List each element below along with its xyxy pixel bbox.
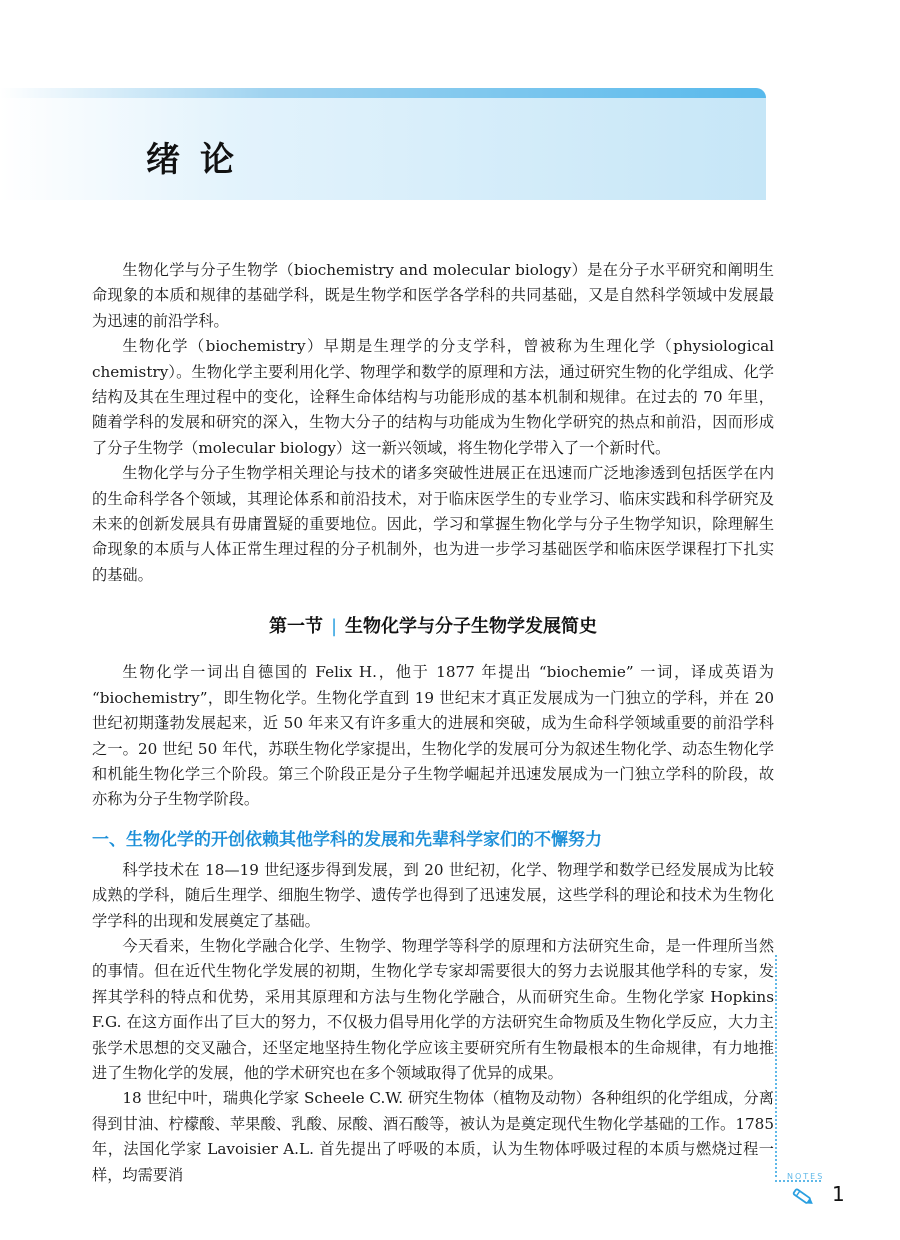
notes-label: NOTES — [787, 1172, 825, 1181]
section-number: 第一节 — [268, 616, 323, 638]
section-paragraph-1: 生物化学一词出自德国的 Felix H.，他于 1877 年提出 “biochemie” 一词，译成英语为 “biochemistry”，即生物化学。生物化学直到 19 世纪末才真正发展成为一门独立的学科，并在 20 世纪初期蓬勃发展起来，近 50 年来又有许多重大的进展和突破，成为生命科学领域重要的前沿学科之一。20 世纪 50 年代，苏联生物化学家提出，生物化学的发展可分为叙述生物化学、动态生物化学和机能生物化学三个阶段。第三个阶段正是分子生物学崛起并迅速发展成为一门独立学科的阶段，故亦称为分子生物学阶段。 — [92, 663, 774, 809]
notes-margin-line — [775, 955, 777, 1177]
chapter-banner — [0, 88, 766, 200]
subsection-heading: 一、生物化学的开创依赖其他学科的发展和先辈科学家们的不懈努力 — [92, 829, 602, 850]
section-separator: | — [330, 616, 338, 638]
intro-paragraph-2: 生物化学（biochemistry）早期是生理学的分支学科，曾被称为生理化学（physiological chemistry）。生物化学主要利用化学、物理学和数学的原理和方法，通过研究生物的化学组成、化学结构及其在生理过程中的变化，诠释生命体结构与功能形成的基本机制和规律。在过去的 70 年里，随着学科的发展和研究的深入，生物大分子的结构与功能成为生物化学研究的热点和前沿，因而形成了分子生物学（molecular biology）这一新兴领域，将生物化学带入了一个新时代。 — [92, 337, 774, 457]
chapter-title: 绪论 — [146, 140, 254, 180]
page-content — [92, 258, 774, 1188]
page-number: 1 — [832, 1182, 845, 1206]
pen-icon — [790, 1187, 816, 1207]
subsection-paragraph-2: 今天看来，生物化学融合化学、生物学、物理学等科学的原理和方法研究生命，是一件理所当然的事情。但在近代生物化学发展的初期，生物化学专家却需要很大的努力去说服其他学科的专家，发挥其学科的特点和优势，采用其原理和方法与生物化学融合，从而研究生命。生物化学家 Hopkins F.G. 在这方面作出了巨大的努力，不仅极力倡导用化学的方法研究生命物质及生物化学反应，大力主张学术思想的交叉融合，还坚定地坚持生物化学应该主要研究所有生物最根本的生命规律，有力地推进了生物化学的发展，他的学术研究也在多个领域取得了优异的成果。 — [92, 936, 774, 1082]
intro-paragraph-1: 生物化学与分子生物学（biochemistry and molecular biology）是在分子水平研究和阐明生命现象的本质和规律的基础学科，既是生物学和医学各学科的共同基础，又是自然科学领域中发展最为迅速的前沿学科。 — [92, 261, 774, 330]
section-heading — [92, 612, 774, 638]
section-title: 生物化学与分子生物学发展简史 — [345, 616, 598, 638]
subsection-paragraph-1: 科学技术在 18—19 世纪逐步得到发展，到 20 世纪初，化学、物理学和数学已经发展成为比较成熟的学科，随后生理学、细胞生物学、遗传学也得到了迅速发展，这些学科的理论和技术为生物化学学科的出现和发展奠定了基础。 — [92, 860, 774, 930]
subsection-paragraph-3: 18 世纪中叶，瑞典化学家 Scheele C.W. 研究生物体（植物及动物）各种组织的化学组成，分离得到甘油、柠檬酸、苹果酸、乳酸、尿酸、酒石酸等，被认为是奠定现代生物化学基础的工作。1785 年，法国化学家 Lavoisier A.L. 首先提出了呼吸的本质，认为生物体呼吸过程的本质与燃烧过程一样，均需要消 — [92, 1089, 774, 1184]
intro-paragraph-3: 生物化学与分子生物学相关理论与技术的诸多突破性进展正在迅速而广泛地渗透到包括医学在内的生命科学各个领域，其理论体系和前沿技术，对于临床医学生的专业学习、临床实践和科学研究及未来的创新发展具有毋庸置疑的重要地位。因此，学习和掌握生物化学与分子生物学知识，除理解生命现象的本质与人体正常生理过程的分子机制外，也为进一步学习基础医学和临床医学课程打下扎实的基础。 — [92, 464, 774, 584]
